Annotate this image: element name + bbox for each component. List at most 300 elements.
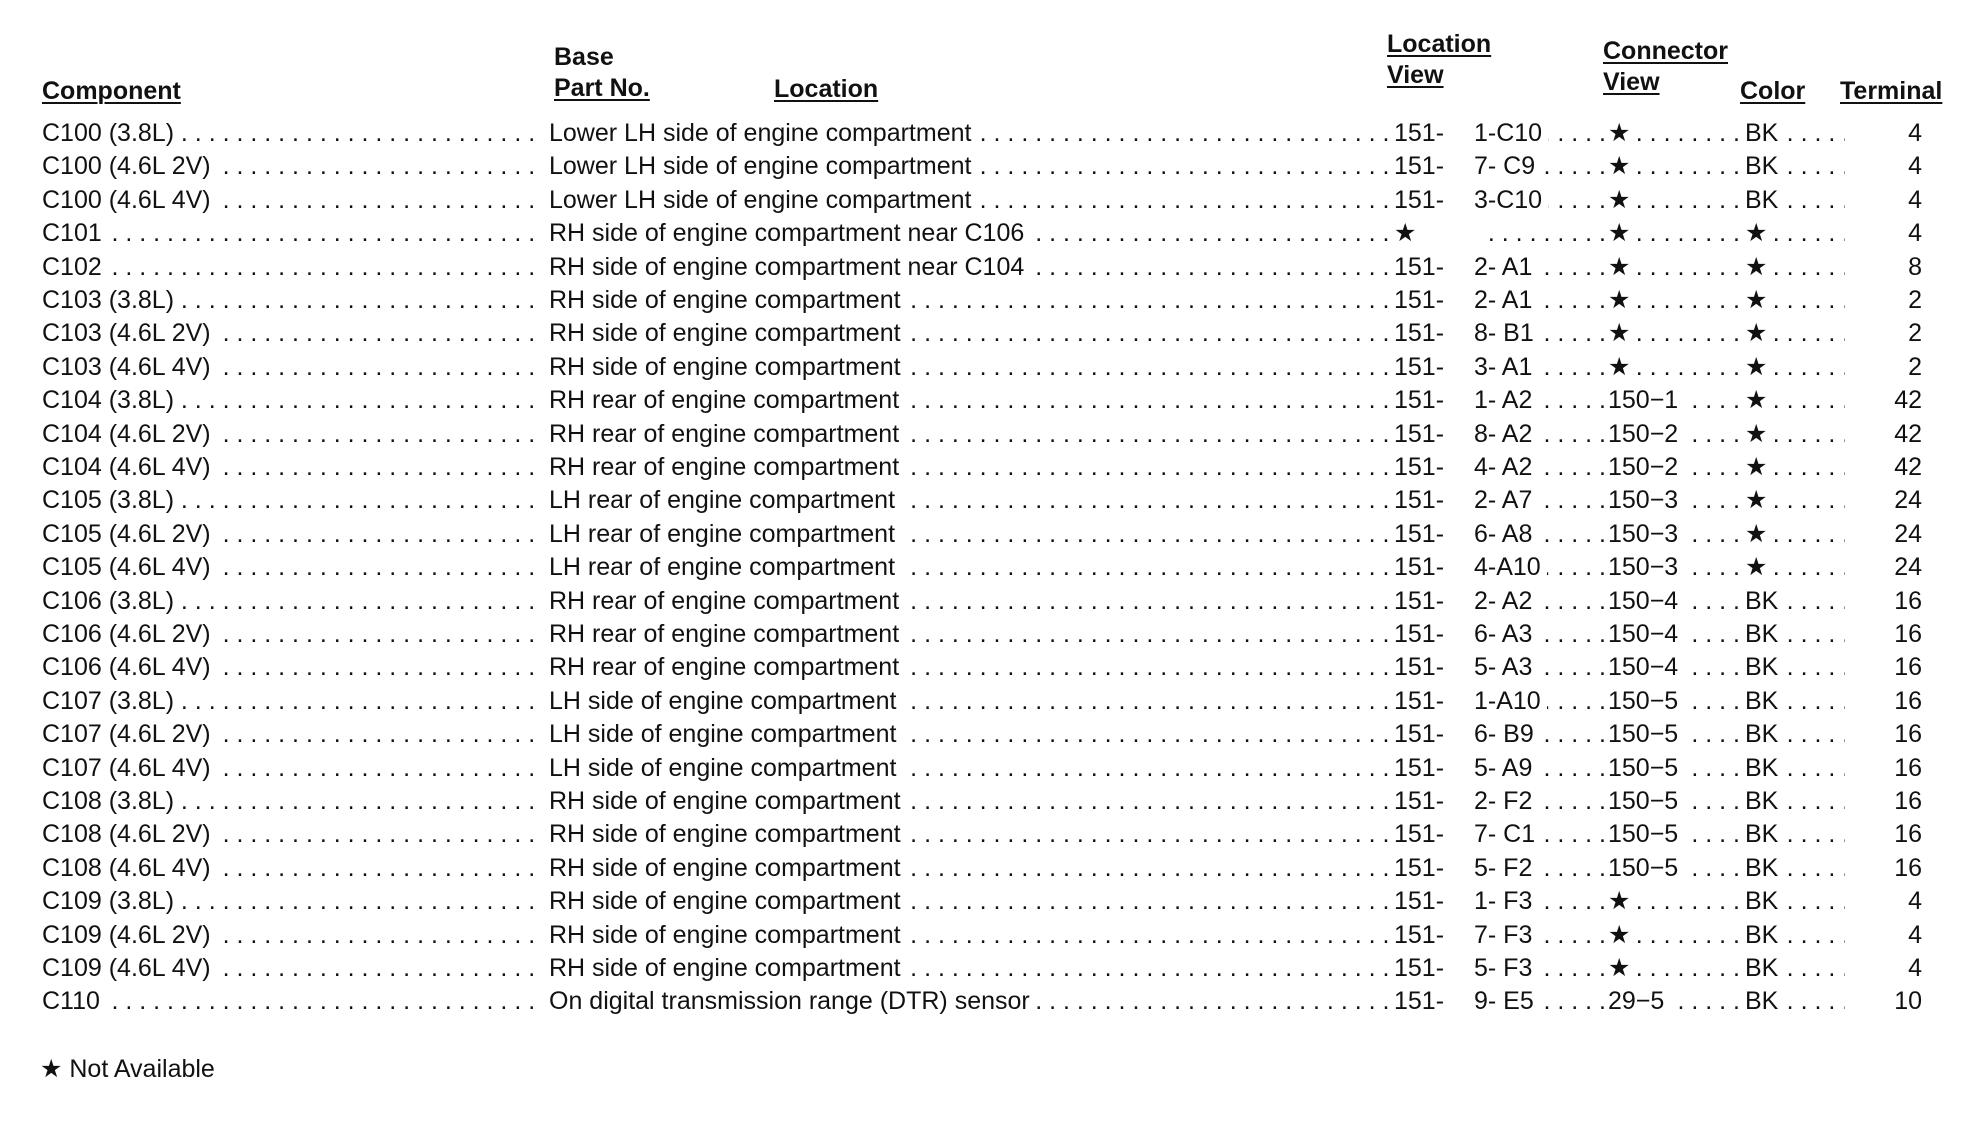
location-view-grid-text: 7- C1: [1474, 820, 1541, 848]
connector-view-cell-text: 150−2: [1608, 453, 1684, 481]
connector-view-cell-text: 150−5: [1608, 754, 1684, 782]
location-view-grid-text: 5- A9: [1474, 754, 1538, 782]
color-cell: [1745, 785, 1845, 818]
location-view-page-text: 151-: [1394, 787, 1445, 815]
color-cell-text: BK: [1745, 587, 1784, 615]
location-view-grid: [1474, 685, 1604, 718]
color-cell-text: BK: [1745, 720, 1784, 748]
connector-view-cell-text: ★: [1608, 887, 1636, 915]
terminal-cell: [1880, 852, 1922, 885]
location-view-page: [1394, 418, 1454, 451]
connector-view-cell-text: ★: [1608, 921, 1636, 949]
location-view-grid-text: [1474, 219, 1480, 247]
location-view-grid: [1474, 117, 1604, 150]
connector-view-cell: [1608, 251, 1744, 284]
component-cell-text: C109 (4.6L 4V): [42, 954, 217, 982]
location-view-page-text: 151-: [1394, 653, 1445, 682]
footnote: ★ Not Available: [40, 1055, 215, 1083]
location-cell: [549, 484, 1389, 517]
table-row: [0, 251, 1970, 284]
location-view-page: [1394, 217, 1454, 250]
connector-view-cell-text: ★: [1608, 353, 1636, 381]
terminal-cell-text: 2: [1908, 286, 1922, 314]
component-cell-text: C109 (4.6L 2V): [42, 921, 217, 949]
connector-view-cell: [1608, 718, 1744, 751]
terminal-cell: [1880, 284, 1922, 317]
terminal-cell-text: 24: [1894, 486, 1922, 515]
table-row: [0, 317, 1970, 350]
location-cell: [549, 451, 1389, 484]
location-view-page-text: 151-: [1394, 386, 1445, 415]
location-view-grid: [1474, 217, 1604, 250]
color-cell: [1745, 551, 1845, 584]
location-view-page-text: 151-: [1394, 720, 1445, 749]
location-cell-text: RH side of engine compartment: [549, 921, 907, 949]
component-cell-text: C100 (4.6L 2V): [42, 152, 217, 180]
connector-view-cell: [1608, 752, 1744, 785]
table-row: [0, 885, 1970, 918]
location-cell-text: RH rear of engine compartment: [549, 587, 905, 615]
table-row: [0, 117, 1970, 150]
terminal-cell: [1880, 685, 1922, 718]
location-view-grid: [1474, 651, 1604, 684]
connector-view-cell: [1608, 418, 1744, 451]
table-row: [0, 418, 1970, 451]
terminal-cell: [1880, 585, 1922, 618]
component-cell: [42, 418, 540, 451]
connector-view-cell: [1608, 852, 1744, 885]
location-view-page: [1394, 518, 1454, 551]
location-cell-text: RH side of engine compartment near C104: [549, 253, 1030, 281]
location-view-page: [1394, 818, 1454, 851]
component-cell: [42, 484, 540, 517]
terminal-cell: [1880, 818, 1922, 851]
location-cell: [549, 384, 1389, 417]
location-view-page-text: 151-: [1394, 119, 1445, 147]
table-row: [0, 284, 1970, 317]
location-view-grid-text: 5- A3: [1474, 653, 1538, 681]
location-cell-text: LH rear of engine compartment: [549, 520, 901, 548]
connector-view-cell-text: 150−5: [1608, 687, 1684, 715]
location-view-page: [1394, 384, 1454, 417]
terminal-cell-text: 16: [1894, 720, 1922, 749]
color-cell-text: ★: [1745, 253, 1773, 281]
location-cell: [549, 651, 1389, 684]
color-cell: [1745, 685, 1845, 718]
color-cell: [1745, 451, 1845, 484]
location-view-page-text: 151-: [1394, 319, 1445, 348]
location-view-page: [1394, 919, 1454, 952]
component-cell: [42, 585, 540, 618]
location-view-page-text: 151-: [1394, 553, 1445, 582]
color-cell-text: ★: [1745, 453, 1773, 481]
component-cell: [42, 651, 540, 684]
connector-view-cell: [1608, 150, 1744, 183]
component-cell: [42, 785, 540, 818]
terminal-cell: [1880, 418, 1922, 451]
location-view-grid-text: 2- A1: [1474, 253, 1538, 281]
color-cell: [1745, 251, 1845, 284]
color-cell-text: ★: [1745, 353, 1773, 381]
location-view-page-text: 151-: [1394, 185, 1445, 214]
location-view-grid-text: 5- F3: [1474, 954, 1538, 982]
component-cell-text: C103 (3.8L): [42, 286, 180, 314]
location-cell: [549, 217, 1389, 250]
terminal-cell: [1880, 919, 1922, 952]
color-cell: [1745, 818, 1845, 851]
terminal-cell-text: 4: [1908, 185, 1922, 214]
color-cell-text: BK: [1745, 687, 1784, 715]
location-view-page-text: 151-: [1394, 286, 1445, 314]
terminal-cell: [1880, 651, 1922, 684]
location-cell: [549, 718, 1389, 751]
location-view-page: [1394, 985, 1454, 1018]
table-row: [0, 585, 1970, 618]
connector-view-cell-text: ★: [1608, 152, 1636, 180]
color-cell: [1745, 117, 1845, 150]
connector-view-cell-text: 150−2: [1608, 420, 1684, 448]
terminal-cell: [1880, 451, 1922, 484]
location-view-grid-text: 8- A2: [1474, 420, 1538, 448]
location-cell-text: On digital transmission range (DTR) sensor: [549, 987, 1036, 1015]
component-cell-text: C109 (3.8L): [42, 887, 180, 915]
component-cell-text: C105 (3.8L): [42, 486, 180, 514]
table-row: [0, 919, 1970, 952]
terminal-cell: [1880, 618, 1922, 651]
component-cell-text: C100 (3.8L): [42, 119, 180, 147]
location-cell: [549, 785, 1389, 818]
location-cell-text: LH side of engine compartment: [549, 687, 902, 715]
color-cell-text: BK: [1745, 987, 1784, 1015]
component-cell-text: C103 (4.6L 2V): [42, 319, 217, 347]
header-location: Location: [774, 75, 879, 103]
location-view-page-text: 151-: [1394, 453, 1445, 481]
component-cell: [42, 217, 540, 250]
location-view-page-text: 151-: [1394, 954, 1445, 982]
connector-view-cell: [1608, 184, 1744, 217]
location-cell: [549, 885, 1389, 918]
location-view-grid: [1474, 618, 1604, 651]
location-view-grid: [1474, 919, 1604, 952]
terminal-cell-text: 4: [1908, 954, 1922, 982]
terminal-cell: [1880, 985, 1922, 1018]
table-row: [0, 651, 1970, 684]
component-cell-text: C104 (4.6L 2V): [42, 420, 217, 448]
connector-view-cell: [1608, 785, 1744, 818]
location-view-page: [1394, 117, 1454, 150]
location-cell: [549, 618, 1389, 651]
location-view-page: [1394, 351, 1454, 384]
table-row: [0, 852, 1970, 885]
connector-view-cell: [1608, 384, 1744, 417]
header-terminal: Terminal: [1840, 77, 1943, 105]
terminal-cell-text: 4: [1908, 119, 1922, 147]
table-row: [0, 985, 1970, 1018]
location-view-grid: [1474, 952, 1604, 985]
location-view-page: [1394, 752, 1454, 785]
location-view-page: [1394, 585, 1454, 618]
component-cell-text: C104 (4.6L 4V): [42, 453, 217, 481]
terminal-cell-text: 4: [1908, 920, 1922, 949]
location-cell-text: Lower LH side of engine compartment: [549, 119, 977, 147]
component-cell: [42, 351, 540, 384]
color-cell: [1745, 217, 1845, 250]
location-view-grid-text: 3-C10: [1474, 186, 1548, 214]
table-row: [0, 384, 1970, 417]
color-cell: [1745, 985, 1845, 1018]
location-view-page-text: 151-: [1394, 753, 1445, 782]
location-cell-text: RH side of engine compartment near C106: [549, 219, 1030, 247]
terminal-cell-text: 8: [1908, 252, 1922, 281]
location-cell: [549, 551, 1389, 584]
location-view-grid: [1474, 484, 1604, 517]
component-cell: [42, 885, 540, 918]
location-cell: [549, 284, 1389, 317]
location-view-page: [1394, 885, 1454, 918]
location-view-page: [1394, 317, 1454, 350]
color-cell: [1745, 317, 1845, 350]
location-cell: [549, 418, 1389, 451]
terminal-cell: [1880, 752, 1922, 785]
connector-view-cell-text: 150−5: [1608, 820, 1684, 848]
location-cell-text: RH rear of engine compartment: [549, 453, 905, 481]
color-cell: [1745, 919, 1845, 952]
location-cell-text: RH rear of engine compartment: [549, 653, 905, 681]
component-cell: [42, 384, 540, 417]
location-view-page-text: 151-: [1394, 820, 1445, 849]
component-cell-text: C102: [42, 253, 108, 281]
component-cell-text: C106 (4.6L 4V): [42, 653, 217, 681]
location-view-grid-text: 8- B1: [1474, 319, 1540, 347]
location-cell: [549, 985, 1389, 1018]
component-cell: [42, 718, 540, 751]
terminal-cell: [1880, 317, 1922, 350]
connector-view-cell: [1608, 484, 1744, 517]
location-view-grid-text: 1- F3: [1474, 887, 1538, 915]
component-cell-text: C108 (3.8L): [42, 787, 180, 815]
connector-view-cell-text: 29−5: [1608, 987, 1670, 1015]
connector-view-cell: [1608, 317, 1744, 350]
color-cell-text: ★: [1745, 420, 1773, 448]
color-cell: [1745, 718, 1845, 751]
location-cell-text: RH side of engine compartment: [549, 353, 907, 381]
connector-view-cell: [1608, 284, 1744, 317]
color-cell-text: BK: [1745, 653, 1784, 681]
component-cell: [42, 551, 540, 584]
location-view-grid-text: 6- B9: [1474, 720, 1540, 748]
location-view-page: [1394, 852, 1454, 885]
header-base-part-no: Base Part No.: [554, 43, 650, 102]
connector-view-cell: [1608, 518, 1744, 551]
component-cell: [42, 952, 540, 985]
location-view-grid-text: 5- F2: [1474, 854, 1538, 882]
connector-view-cell-text: 150−1: [1608, 386, 1684, 414]
location-cell: [549, 117, 1389, 150]
table-row: [0, 718, 1970, 751]
location-cell-text: RH side of engine compartment: [549, 954, 907, 982]
location-view-page: [1394, 685, 1454, 718]
location-view-grid-text: 4- A2: [1474, 453, 1538, 481]
component-cell-text: C107 (4.6L 2V): [42, 720, 217, 748]
component-cell-text: C107 (3.8L): [42, 687, 180, 715]
connector-view-cell-text: 150−5: [1608, 854, 1684, 882]
location-cell-text: RH side of engine compartment: [549, 854, 907, 882]
location-cell: [549, 952, 1389, 985]
location-cell-text: RH side of engine compartment: [549, 286, 907, 314]
terminal-cell-text: 2: [1908, 352, 1922, 381]
table-row: [0, 618, 1970, 651]
connector-view-cell-text: ★: [1608, 954, 1636, 982]
terminal-cell: [1880, 952, 1922, 985]
connector-view-cell: [1608, 551, 1744, 584]
location-view-page-text: 151-: [1394, 152, 1445, 181]
location-cell: [549, 919, 1389, 952]
location-view-grid: [1474, 451, 1604, 484]
connector-view-cell-text: ★: [1608, 253, 1636, 281]
terminal-cell-text: 16: [1894, 820, 1922, 849]
color-cell-text: BK: [1745, 119, 1784, 147]
component-cell: [42, 184, 540, 217]
terminal-cell: [1880, 251, 1922, 284]
component-cell: [42, 752, 540, 785]
terminal-cell-text: 10: [1894, 987, 1922, 1016]
location-view-page: [1394, 150, 1454, 183]
component-cell-text: C103 (4.6L 4V): [42, 353, 217, 381]
location-view-page: [1394, 551, 1454, 584]
location-view-page: [1394, 284, 1454, 317]
component-cell-text: C104 (3.8L): [42, 386, 180, 414]
location-cell: [549, 685, 1389, 718]
location-view-page: [1394, 718, 1454, 751]
component-cell: [42, 518, 540, 551]
location-view-grid: [1474, 384, 1604, 417]
connector-view-cell-text: ★: [1608, 286, 1636, 314]
connector-view-cell: [1608, 618, 1744, 651]
terminal-cell-text: 42: [1894, 386, 1922, 415]
connector-view-cell-text: 150−4: [1608, 653, 1684, 681]
terminal-cell-text: 4: [1908, 887, 1922, 916]
location-cell-text: RH rear of engine compartment: [549, 386, 905, 414]
color-cell-text: ★: [1745, 520, 1773, 548]
connector-view-cell: [1608, 885, 1744, 918]
location-view-page-text: 151-: [1394, 419, 1445, 448]
component-cell: [42, 451, 540, 484]
connector-view-cell: [1608, 217, 1744, 250]
terminal-cell: [1880, 351, 1922, 384]
location-cell: [549, 752, 1389, 785]
component-cell-text: C110: [42, 987, 106, 1015]
connector-view-cell-text: ★: [1608, 119, 1636, 147]
table-row: [0, 818, 1970, 851]
connector-view-cell: [1608, 685, 1744, 718]
component-cell-text: C108 (4.6L 4V): [42, 854, 217, 882]
location-view-grid: [1474, 985, 1604, 1018]
location-view-page: [1394, 785, 1454, 818]
table-row: [0, 952, 1970, 985]
location-view-grid-text: 1- A2: [1474, 386, 1538, 414]
connector-view-cell-text: 150−5: [1608, 787, 1684, 815]
component-cell: [42, 685, 540, 718]
terminal-cell: [1880, 150, 1922, 183]
component-cell: [42, 919, 540, 952]
location-view-grid: [1474, 585, 1604, 618]
location-cell: [549, 852, 1389, 885]
color-cell-text: ★: [1745, 486, 1773, 514]
connector-view-cell-text: ★: [1608, 319, 1636, 347]
color-cell: [1745, 952, 1845, 985]
location-cell: [549, 184, 1389, 217]
component-cell-text: C108 (4.6L 2V): [42, 820, 217, 848]
location-view-page-text: 151-: [1394, 686, 1445, 715]
color-cell-text: ★: [1745, 553, 1773, 581]
location-view-page: [1394, 184, 1454, 217]
location-view-page: [1394, 251, 1454, 284]
terminal-cell-text: 16: [1894, 653, 1922, 682]
color-cell: [1745, 852, 1845, 885]
table-row: [0, 551, 1970, 584]
terminal-cell-text: 16: [1894, 686, 1922, 715]
location-view-grid: [1474, 752, 1604, 785]
component-cell-text: C101: [42, 219, 108, 247]
location-cell-text: RH side of engine compartment: [549, 787, 907, 815]
color-cell: [1745, 351, 1845, 384]
header-location-view: Location View: [1387, 30, 1492, 89]
color-cell-text: BK: [1745, 787, 1784, 815]
color-cell-text: ★: [1745, 386, 1773, 414]
table-row: [0, 518, 1970, 551]
color-cell: [1745, 284, 1845, 317]
color-cell: [1745, 651, 1845, 684]
color-cell: [1745, 518, 1845, 551]
component-cell: [42, 317, 540, 350]
component-cell-text: C106 (3.8L): [42, 587, 180, 615]
color-cell: [1745, 484, 1845, 517]
header-connector-view: Connector View: [1603, 37, 1728, 96]
location-view-grid: [1474, 852, 1604, 885]
table-row: [0, 150, 1970, 183]
terminal-cell: [1880, 484, 1922, 517]
color-cell: [1745, 618, 1845, 651]
location-cell-text: LH side of engine compartment: [549, 754, 902, 782]
location-view-grid-text: 7- C9: [1474, 152, 1541, 180]
location-view-grid-text: 6- A3: [1474, 620, 1538, 648]
connector-view-cell: [1608, 952, 1744, 985]
component-cell-text: C106 (4.6L 2V): [42, 620, 217, 648]
location-cell-text: Lower LH side of engine compartment: [549, 186, 977, 214]
location-view-grid-text: 4-A10: [1474, 553, 1547, 581]
location-view-page-text: 151-: [1394, 887, 1445, 916]
location-view-grid: [1474, 718, 1604, 751]
terminal-cell: [1880, 117, 1922, 150]
terminal-cell-text: 16: [1894, 853, 1922, 882]
location-view-grid: [1474, 551, 1604, 584]
connector-view-cell-text: ★: [1608, 219, 1636, 247]
terminal-cell-text: 16: [1894, 586, 1922, 615]
connector-view-cell: [1608, 585, 1744, 618]
color-cell-text: BK: [1745, 754, 1784, 782]
location-cell-text: RH rear of engine compartment: [549, 620, 905, 648]
terminal-cell-text: 24: [1894, 553, 1922, 582]
location-cell: [549, 518, 1389, 551]
color-cell: [1745, 418, 1845, 451]
color-cell-text: BK: [1745, 887, 1784, 915]
location-view-page-text: 151-: [1394, 920, 1445, 949]
location-view-page-text: 151-: [1394, 252, 1445, 281]
component-cell-text: C105 (4.6L 4V): [42, 553, 217, 581]
component-cell: [42, 618, 540, 651]
location-cell: [549, 251, 1389, 284]
location-cell-text: LH rear of engine compartment: [549, 486, 901, 514]
